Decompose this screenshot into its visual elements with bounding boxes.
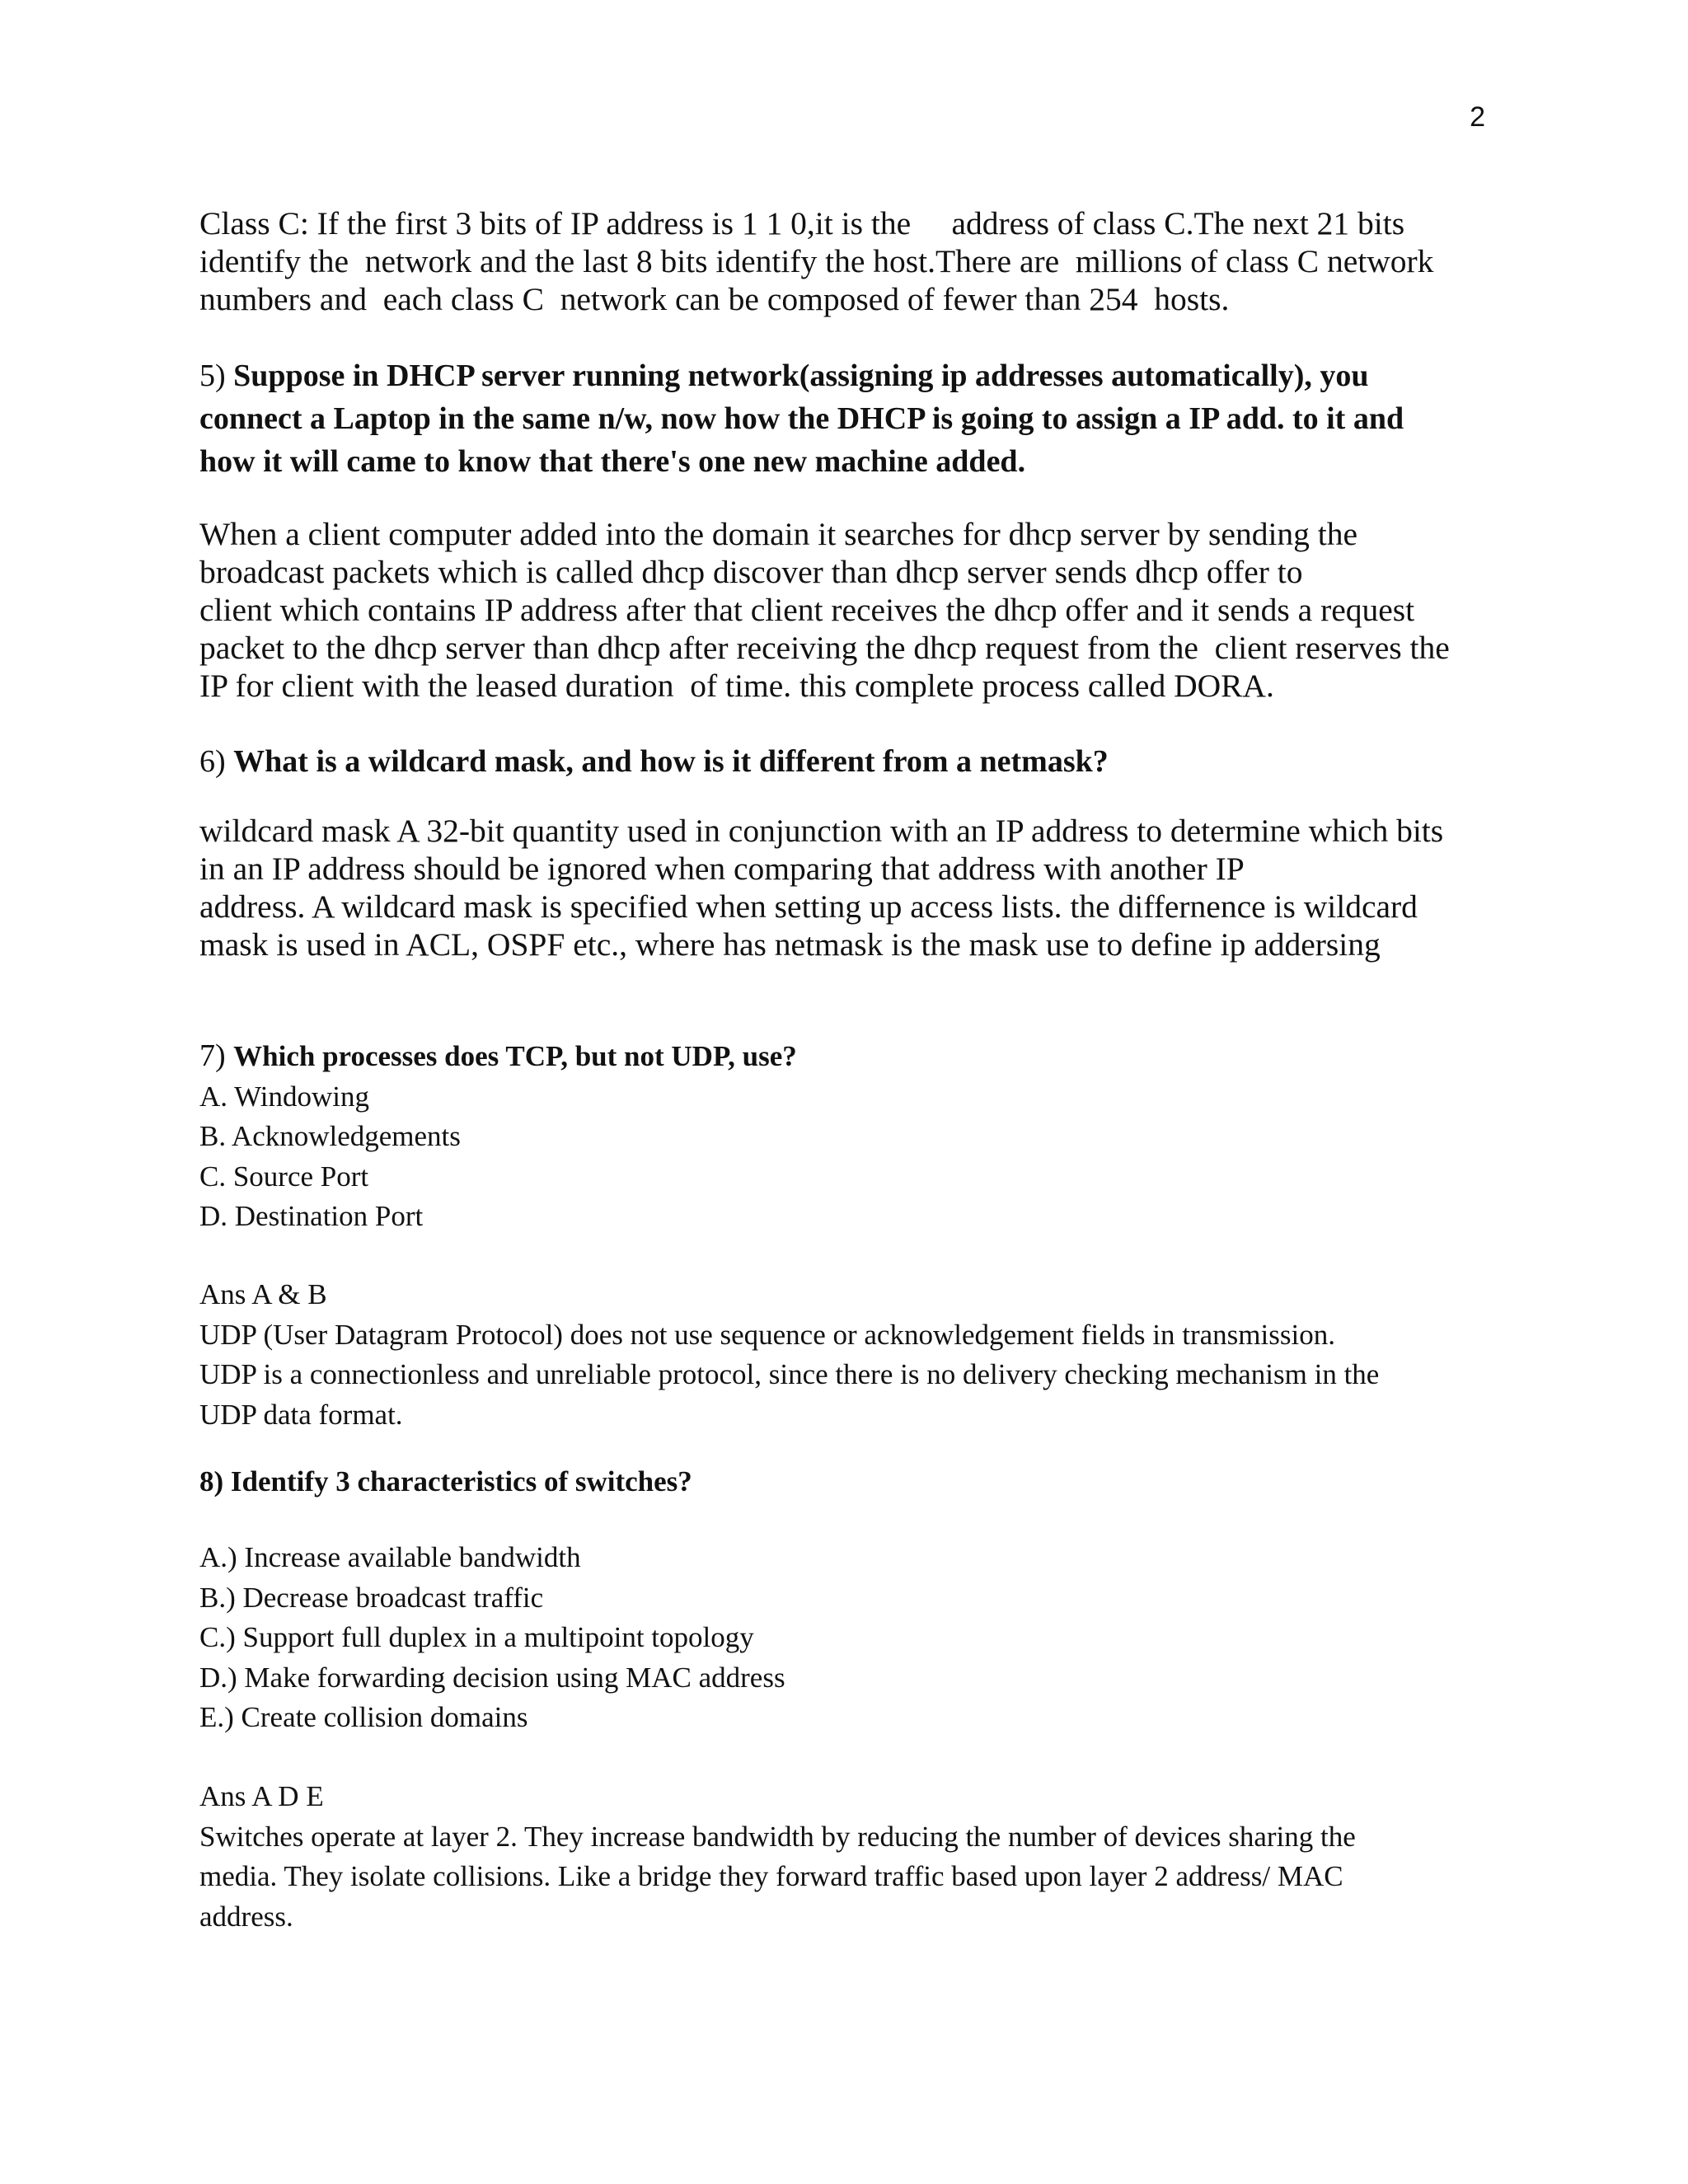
option-item: E.) Create collision domains bbox=[199, 1701, 528, 1733]
text-line: When a client computer added into the domain it searches for dhcp server by sending the bbox=[199, 516, 1358, 552]
text-line: media. They isolate collisions. Like a bridge they forward traffic based upon layer 2 address/ MAC bbox=[199, 1860, 1343, 1892]
option-item: C.) Support full duplex in a multipoint topology bbox=[199, 1621, 754, 1653]
question-text: Suppose in DHCP server running network(assigning ip addresses automatically), you bbox=[233, 359, 1369, 393]
option-item: C. Source Port bbox=[199, 1160, 369, 1193]
option-item: A.) Increase available bandwidth bbox=[199, 1541, 581, 1573]
question-number: 7) bbox=[199, 1038, 234, 1073]
question-text: Which processes does TCP, but not UDP, use? bbox=[233, 1040, 797, 1072]
text-line: client which contains IP address after that client receives the dhcp offer and it sends a request bbox=[199, 592, 1415, 628]
answer-7 bbox=[199, 1275, 1535, 1435]
text-line: IP for client with the leased duration of time. this complete process called DORA. bbox=[199, 668, 1274, 704]
text-line: packet to the dhcp server than dhcp after receiving the dhcp request from the client reserves the bbox=[199, 630, 1450, 666]
option-item: B.) Decrease broadcast traffic bbox=[199, 1581, 544, 1614]
text-line: address. bbox=[199, 1900, 293, 1933]
question-number: 5) bbox=[199, 359, 234, 393]
option-item: A. Windowing bbox=[199, 1080, 370, 1113]
answer-5 bbox=[199, 515, 1535, 705]
text-line: UDP data format. bbox=[199, 1398, 403, 1431]
answer-label: Ans A D E bbox=[199, 1780, 324, 1812]
question-text: how it will came to know that there's one new machine added. bbox=[199, 444, 1026, 479]
question-6 bbox=[199, 740, 1535, 783]
question-6-line bbox=[199, 740, 1535, 783]
option-item: D.) Make forwarding decision using MAC address bbox=[199, 1661, 785, 1694]
text-line: Class C: If the first 3 bits of IP address is 1 1 0,it is the address of class C.The next 21 bits bbox=[199, 205, 1405, 241]
text-line: Switches operate at layer 2. They increase bandwidth by reducing the number of devices sharing the bbox=[199, 1820, 1356, 1853]
question-text: What is a wildcard mask, and how is it different from a netmask? bbox=[233, 744, 1109, 779]
text-line: numbers and each class C network can be composed of fewer than 254 hosts. bbox=[199, 281, 1230, 317]
text-line: address. A wildcard mask is specified when setting up access lists. the differnence is wildcard bbox=[199, 888, 1418, 925]
page-number: 2 bbox=[1470, 101, 1485, 133]
question-5-line bbox=[199, 354, 1535, 397]
answer-label: Ans A & B bbox=[199, 1278, 327, 1310]
question-8-options bbox=[199, 1538, 1535, 1738]
option-item: B. Acknowledgements bbox=[199, 1120, 461, 1152]
question-5 bbox=[199, 354, 1535, 483]
answer-8 bbox=[199, 1777, 1535, 1937]
text-line: UDP (User Datagram Protocol) does not use sequence or acknowledgement fields in transmission. bbox=[199, 1318, 1335, 1351]
question-8 bbox=[199, 1462, 1535, 1502]
question-7 bbox=[199, 1036, 1535, 1237]
text-line: identify the network and the last 8 bits identify the host.There are millions of class C network bbox=[199, 243, 1434, 279]
text-line: wildcard mask A 32-bit quantity used in conjunction with an IP address to determine which bits bbox=[199, 813, 1444, 849]
class-c-paragraph bbox=[199, 204, 1535, 318]
question-text: connect a Laptop in the same n/w, now how the DHCP is going to assign a IP add. to it and bbox=[199, 401, 1404, 436]
question-number: 6) bbox=[199, 744, 234, 779]
text-line: mask is used in ACL, OSPF etc., where has netmask is the mask use to define ip addersing bbox=[199, 926, 1381, 963]
text-line: broadcast packets which is called dhcp discover than dhcp server sends dhcp offer to bbox=[199, 554, 1303, 590]
text-line: in an IP address should be ignored when comparing that address with another IP bbox=[199, 851, 1245, 887]
question-text: 8) Identify 3 characteristics of switches? bbox=[199, 1465, 692, 1497]
answer-6 bbox=[199, 812, 1535, 963]
question-7-line bbox=[199, 1036, 1535, 1077]
text-line: UDP is a connectionless and unreliable protocol, since there is no delivery checking mechanism in the bbox=[199, 1358, 1380, 1390]
option-item: D. Destination Port bbox=[199, 1200, 424, 1232]
